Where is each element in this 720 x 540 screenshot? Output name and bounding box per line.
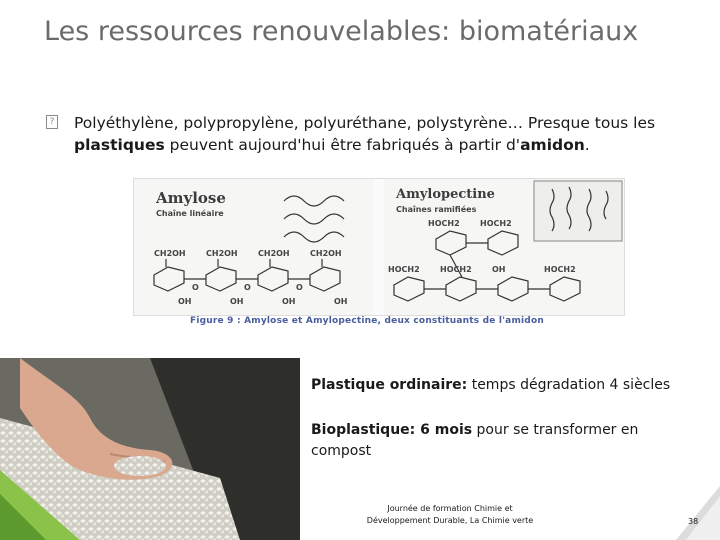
starch-structure-figure [133,178,625,316]
amylose-oh-label: OH [282,297,296,306]
amylopectine-title: Amylopectine [396,187,495,202]
bioplastic-pellets-photo [0,358,300,540]
bullet-bold-plastiques: plastiques [74,136,165,154]
amylopectine-branch-diagram [384,179,624,315]
footer-line-1: Journée de formation Chimie et [387,504,513,513]
amylopectine-hoch2-label: HOCH2 [544,265,576,274]
slide-title: Les ressources renouvelables: biomatériaux [44,16,639,47]
amylose-oh-label: OH [178,297,192,306]
amylopectine-subtitle: Chaînes ramifiées [396,205,477,214]
figure-caption: Figure 9 : Amylose et Amylopectine, deux constituants de l'amidon [190,316,544,326]
info-plastique-ordinaire [311,375,691,396]
amylose-o-label: O [244,283,251,292]
amylose-ch2oh-label: CH2OH [206,249,238,258]
bullet-text [74,112,664,156]
amylopectine-ch2-label: OH [492,265,506,274]
hand-with-pellets-image [0,358,300,540]
amylopectine-hoch2-label: HOCH2 [440,265,472,274]
amylose-o-label: O [192,283,199,292]
info-bold-label: Plastique ordinaire: [311,377,468,393]
bullet-text-part: Polyéthylène, polypropylène, polyuréthane, polystyrène… Presque tous les [74,114,656,132]
bullet-text-part: peuvent aujourd'hui être fabriqués à partir d' [164,136,521,154]
bullet-text-part: . [584,136,590,154]
info-bold-label: Bioplastique: 6 mois [311,422,473,438]
amylose-o-label: O [296,283,303,292]
page-number: 38 [688,517,699,526]
info-text: pour se transformer en compost [311,422,639,459]
amylose-ch2oh-label: CH2OH [310,249,342,258]
footer-line-2: Développement Durable, La Chimie verte [366,516,534,525]
corner-decoration-icon [676,486,720,540]
amylopectine-hoch2-label: HOCH2 [428,219,460,228]
square-bullet-icon: ? [46,115,58,129]
amylopectine-hoch2-label: HOCH2 [388,265,420,274]
amylopectine-hoch2-label: HOCH2 [480,219,512,228]
bullet-bold-amidon: amidon [520,136,585,154]
info-bioplastique [311,420,651,462]
amylose-oh-label: OH [230,297,244,306]
info-text: temps dégradation 4 siècles [467,377,671,393]
slide-footer [340,503,560,527]
amylose-ch2oh-label: CH2OH [258,249,290,258]
amylose-chain-diagram [134,179,374,315]
amylopectine-panel [384,179,624,315]
amylose-title: Amylose [156,189,226,207]
amylose-oh-label: OH [334,297,348,306]
amylose-panel [134,179,374,315]
amylose-subtitle: Chaîne linéaire [156,209,224,218]
amylose-ch2oh-label: CH2OH [154,249,186,258]
